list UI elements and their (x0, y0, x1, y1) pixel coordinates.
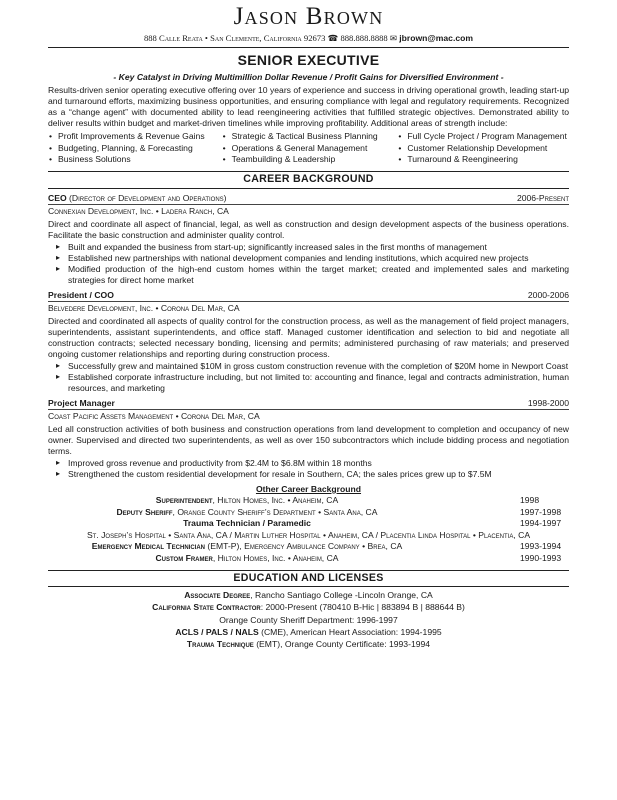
header-rule (48, 47, 569, 48)
other-career-row (48, 495, 569, 507)
other-org: (EMT-P), Emergency Ambulance Company • Brea, CA (205, 541, 403, 552)
strengths-column-1 (48, 131, 220, 166)
job-title-wrap (48, 193, 227, 204)
other-career-heading: Other Career Background (255, 484, 362, 495)
other-career-row (48, 530, 569, 542)
other-years: 1990-1993 (520, 552, 562, 563)
phone-icon: ☎ (327, 32, 339, 43)
achievement-item: ▸ Improved gross revenue and productivity from $2.4M to $6.8M within 18 months (48, 458, 569, 469)
job-description: Directed and coordinated all aspects of quality control for the construction process, as well as the management of field project managers, superintendents, assistant superintendents, and office staff. Managed customer identification and selection to bid and negotiate all construction contracts; selected necessary bonding, licensing and permits; administered purchasing of raw materials; and preserved ongoing customer relationships and reporting during construction process. (48, 315, 569, 359)
strength-item: • Strategic & Tactical Business Planning (222, 131, 394, 143)
achievement-item: ▸ Built and expanded the business from start-up; significantly increased sales in the first months of management (48, 242, 569, 253)
education-row (48, 626, 569, 638)
job-description: Led all construction activities of both business and construction operations from land development to completion and occupancy of new owner. Supervised and directed two superintendents, as well as over 150 subcontractors which include bidding process and negotiation terms. (48, 424, 569, 457)
job-title: President / COO (48, 289, 114, 300)
strengths-column-2 (220, 131, 394, 166)
edu-text: , Rancho Santiago College -Lincoln Orange, CA (250, 590, 433, 601)
education-row (48, 638, 569, 650)
achievement-item: ▸ Modified production of the high-end custom homes within the target market; created and implemented sales and marketing strategies for direct home market (48, 264, 569, 286)
contact-line (48, 33, 569, 44)
job-header (48, 193, 569, 205)
envelope-icon: ✉ (389, 32, 398, 43)
strength-item: • Budgeting, Planning, & Forecasting (48, 143, 220, 155)
career-heading: CAREER BACKGROUND (48, 171, 569, 189)
other-years: 1994-1997 (520, 518, 562, 529)
other-role: Deputy Sheriff (116, 506, 173, 517)
other-career-row (48, 541, 569, 553)
other-career-row (48, 507, 569, 519)
job-header (48, 290, 569, 302)
edu-text: : 2000-Present (780410 B-Hic | 883894 B | 888644 B) (260, 602, 465, 613)
strength-item: • Turnaround & Reengineering (397, 154, 569, 166)
other-role: Emergency Medical Technician (91, 541, 205, 552)
education-row (48, 614, 569, 626)
contact-email: jbrown@mac.com (399, 32, 474, 43)
job-company: Coast Pacific Assets Management • Corona Del Mar, CA (48, 411, 260, 422)
strength-item: • Operations & General Management (222, 143, 394, 155)
contact-address: 888 Calle Reata • San Clemente, California 92673 (143, 32, 326, 43)
job-company: Belvedere Development, Inc. • Corona Del Mar, CA (48, 302, 240, 313)
strengths-column-3 (393, 131, 569, 166)
strength-item: • Profit Improvements & Revenue Gains (48, 131, 220, 143)
job-achievements (48, 242, 569, 286)
edu-text: (EMT), Orange County Certificate: 1993-1994 (253, 638, 431, 649)
other-years: 1993-1994 (520, 541, 562, 552)
other-role: Custom Framer (155, 552, 213, 563)
achievement-item: ▸ Established corporate infrastructure including, but not limited to: accounting and finance, legal and contracts administration, human resources, and marketing (48, 372, 569, 394)
edu-text: Orange County Sheriff Department: 1996-1997 (219, 614, 398, 625)
other-org: St. Joseph’s Hospital • Santa Ana, CA / Martin Luther Hospital • Anaheim, CA / Placentia Linda Hospital • Placentia, CA (86, 529, 531, 540)
edu-label: Trauma Technique (186, 638, 254, 649)
job-dates: 2006-Present (516, 192, 569, 203)
job-achievements (48, 458, 569, 480)
achievement-item: ▸ Successfully grew and maintained $10M in gross custom construction revenue with the completion of $20M home in Newport Coast (48, 361, 569, 372)
job-subtitle: (Director of Development and Operations) (66, 192, 227, 203)
edu-label: Associate Degree (184, 590, 251, 601)
job-header (48, 398, 569, 410)
education-row (48, 601, 569, 613)
resume-tagline: - Key Catalyst in Driving Multimillion Dollar Revenue / Profit Gains for Diversified Environment - (113, 72, 504, 83)
strengths-list (48, 131, 569, 166)
edu-text: (CME), American Heart Association: 1994-1995 (258, 626, 442, 637)
contact-phone: 888.888.8888 (340, 32, 388, 43)
job-achievements (48, 361, 569, 394)
other-career-list (48, 495, 569, 565)
resume-title: SENIOR EXECUTIVE (237, 51, 380, 68)
other-role: Trauma Technician / Paramedic (183, 518, 311, 529)
education-heading: EDUCATION AND LICENSES (48, 570, 569, 588)
strength-item: • Business Solutions (48, 154, 220, 166)
other-years: 1998 (520, 495, 540, 506)
job-title: Project Manager (48, 397, 115, 408)
job-company: Connexian Development, Inc. • Ladera Ranch, CA (48, 205, 229, 216)
other-org: , Hilton Homes, Inc. • Anaheim, CA (212, 495, 339, 506)
other-career-row (48, 518, 569, 530)
summary-paragraph: Results-driven senior operating executive offering over 10 years of experience and success in driving operational growth, leading start-up and turnaround efforts, maximizing business opportunities, and ensuring compliance with legal and regulatory requirements. Recognized as a “change agent” with documented ability to lead reengineering activities that fulfilled strategic objectives. Demonstrated ability to deliver results within budget and market-driven timelines while improving profitability. Additional areas of strength include: (48, 85, 570, 129)
other-org: , Orange County Sheriff’s Department • Santa Ana, CA (172, 506, 378, 517)
other-years: 1997-1998 (520, 506, 562, 517)
education-list (48, 589, 569, 650)
strength-item: • Teambuilding & Leadership (222, 154, 394, 166)
other-org: , Hilton Homes, Inc. • Anaheim, CA (212, 552, 339, 563)
strength-item: • Full Cycle Project / Program Management (397, 131, 569, 143)
job-title: CEO (48, 192, 67, 203)
job-description: Direct and coordinate all aspect of financial, legal, as well as construction and design development aspects of the business operations. Facilitate the basic construction and administer quality control. (48, 218, 569, 240)
strength-item: • Customer Relationship Development (397, 143, 569, 155)
candidate-name: Jason Brown (233, 3, 384, 30)
other-career-row (48, 553, 569, 565)
achievement-item: ▸ Established new partnerships with national development companies and lending institutions, which acquired new projects (48, 253, 569, 264)
job-dates: 1998-2000 (527, 397, 569, 408)
education-row (48, 589, 569, 601)
edu-label: California State Contractor (152, 602, 261, 613)
edu-label: ACLS / PALS / NALS (175, 626, 259, 637)
job-dates: 2000-2006 (527, 289, 569, 300)
achievement-item: ▸ Strengthened the custom residential development for resale in Southern, CA; the sales prices grew up to $7.5M (48, 469, 569, 480)
other-role: Superintendent (155, 495, 213, 506)
